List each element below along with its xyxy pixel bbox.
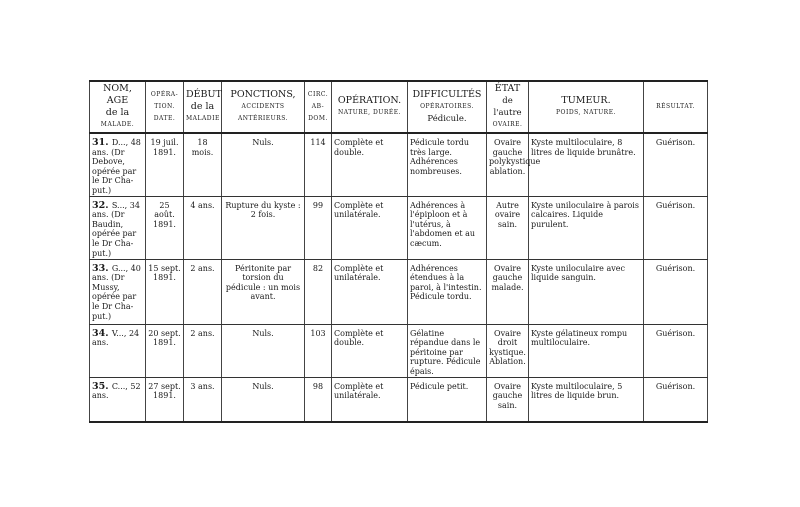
case-number: 33. — [92, 262, 112, 274]
cell-line: G..., 40 — [111, 263, 141, 273]
header-line: RÉSULTAT. — [656, 103, 695, 110]
header-line: NOM, AGE — [103, 83, 132, 106]
cell-line: Debove, — [92, 157, 125, 167]
cell-date — [146, 377, 184, 422]
cell-tumeur: Kyste multiloculaire, 5 litres de liquide brun. — [529, 377, 644, 422]
header-line: DATE. — [153, 115, 176, 122]
cell-ponctions: Nuls. — [222, 324, 305, 377]
header-line: NATURE, DURÉE. — [337, 109, 402, 116]
cell-tumeur: Kyste uniloculaire avec liquide sanguin. — [529, 259, 644, 324]
cell-ovaire: Ovaire gauche polykystique ablation. — [487, 133, 529, 196]
cell-nom — [90, 133, 146, 196]
cell-circ: 114 — [305, 133, 332, 196]
cell-line: 15 sept. — [148, 263, 181, 273]
cell-line: 1891. — [153, 391, 176, 401]
header-line: de l'autre — [493, 96, 522, 118]
header-line: POIDS, NATURE. — [556, 109, 616, 116]
header-line: TUMEUR. — [561, 95, 611, 106]
cell-debut: 2 ans. — [184, 259, 222, 324]
cell-line: put.) — [92, 185, 112, 195]
cell-nom — [90, 324, 146, 377]
cell-resultat: Guérison. — [644, 133, 708, 196]
cell-nom — [90, 196, 146, 259]
header-line: PONCTIONS, — [230, 89, 296, 100]
header-tumeur — [529, 81, 644, 133]
header-line: DIFFICULTÉS — [412, 89, 482, 100]
cell-ovaire: Ovaire gauche malade. — [487, 259, 529, 324]
cell-tumeur: Kyste multiloculaire, 8 litres de liquide brunâtre. — [529, 133, 644, 196]
cell-difficultes: Adhérences à l'épiploon et à l'utérus, à l'abdomen et au cæcum. — [408, 196, 487, 259]
header-line: OPÉRATION. — [337, 95, 402, 106]
cell-line: 27 sept. — [148, 381, 181, 391]
header-date — [146, 81, 184, 133]
header-line: OPÉRA- — [150, 91, 179, 98]
cell-date — [146, 133, 184, 196]
cell-resultat: Guérison. — [644, 259, 708, 324]
header-line: Pédicule. — [427, 114, 467, 124]
cell-tumeur: Kyste gélatineux rompu multiloculaire. — [529, 324, 644, 377]
table-row — [90, 324, 708, 377]
cell-circ: 98 — [305, 377, 332, 422]
cell-difficultes: Gélatine répandue dans le péritoine par rupture. Pédicule épais. — [408, 324, 487, 377]
cell-line: ans. (Dr — [92, 147, 125, 157]
table-row — [90, 133, 708, 196]
case-number: 35. — [92, 380, 112, 392]
cell-ponctions: Nuls. — [222, 133, 305, 196]
table-row — [90, 259, 708, 324]
cell-circ: 103 — [305, 324, 332, 377]
cell-line: put.) — [92, 248, 112, 258]
table-row — [90, 377, 708, 422]
header-line: OPÉRATOIRES. — [420, 103, 474, 110]
header-line: ACCIDENTS — [241, 103, 285, 110]
header-line: de la — [105, 107, 130, 118]
case-table — [89, 80, 708, 423]
cell-ovaire: Ovaire droit kystique. Ablation. — [487, 324, 529, 377]
cell-line: 1891. — [153, 219, 176, 229]
header-resultat — [644, 81, 708, 133]
cell-resultat: Guérison. — [644, 324, 708, 377]
header-line: AB- — [311, 103, 325, 110]
cell-operation: Complète et unilatérale. — [332, 377, 408, 422]
header-difficultes — [408, 81, 487, 133]
cell-date — [146, 324, 184, 377]
cell-debut: 4 ans. — [184, 196, 222, 259]
cell-line: opérée par — [92, 166, 137, 176]
header-line: ANTÉRIEURS. — [237, 115, 289, 122]
cell-line: le Dr Cha- — [92, 301, 134, 311]
cell-debut: 18 mois. — [184, 133, 222, 196]
header-line: CIRC. — [307, 91, 329, 98]
cell-line: V..., 24 — [111, 328, 140, 338]
cell-line: ans. — [92, 338, 109, 348]
cell-difficultes: Pédicule tordu très large. Adhérences nombreuses. — [408, 133, 487, 196]
cell-difficultes: Adhérences étendues à la paroi, à l'intestin. Pédicule tordu. — [408, 259, 487, 324]
cell-line: ans. (Dr — [92, 273, 125, 283]
cell-line: C..., 52 — [111, 381, 141, 391]
cell-line: put.) — [92, 311, 112, 321]
header-line: MALADIE — [186, 115, 220, 122]
cell-ovaire: Autre ovaire sain. — [487, 196, 529, 259]
header-line: DOM. — [308, 115, 328, 122]
header-line: de la — [190, 101, 215, 112]
cell-date — [146, 259, 184, 324]
cell-line: ans. — [92, 391, 109, 401]
header-nom — [90, 81, 146, 133]
cell-operation: Complète et unilatérale. — [332, 196, 408, 259]
cell-resultat: Guérison. — [644, 377, 708, 422]
cell-nom — [90, 259, 146, 324]
cell-tumeur: Kyste uniloculaire à parois calcaires. Liquide purulent. — [529, 196, 644, 259]
cell-ponctions: Péritonite par torsion du pédicule : un mois avant. — [222, 259, 305, 324]
cell-ovaire: Ovaire gauche sain. — [487, 377, 529, 422]
cell-debut: 2 ans. — [184, 324, 222, 377]
cell-line: le Dr Cha- — [92, 238, 134, 248]
cell-line: 1891. — [153, 273, 176, 283]
header-line: DÉBUT — [186, 89, 222, 100]
cell-line: 25 août. — [154, 200, 175, 220]
header-operation — [332, 81, 408, 133]
cell-line: ans. (Dr — [92, 210, 125, 220]
table-row — [90, 196, 708, 259]
cell-line: Mussy, — [92, 282, 120, 292]
cell-debut: 3 ans. — [184, 377, 222, 422]
header-line: OVAIRE. — [492, 121, 523, 128]
cell-nom — [90, 377, 146, 422]
cell-line: 20 sept. — [148, 328, 181, 338]
header-line: MALADE. — [100, 121, 135, 128]
cell-circ: 99 — [305, 196, 332, 259]
cell-date — [146, 196, 184, 259]
cell-ponctions: Rupture du kyste : 2 fois. — [222, 196, 305, 259]
cell-line: le Dr Cha- — [92, 176, 134, 186]
case-number: 34. — [92, 327, 112, 339]
cell-line: S..., 34 — [111, 200, 140, 210]
header-circ — [305, 81, 332, 133]
header-row — [90, 81, 708, 133]
header-ovaire — [487, 81, 529, 133]
cell-line: D..., 48 — [111, 138, 141, 147]
cell-line: opérée par — [92, 229, 137, 239]
cell-resultat: Guérison. — [644, 196, 708, 259]
cell-line: opérée par — [92, 292, 137, 302]
cell-difficultes: Pédicule petit. — [408, 377, 487, 422]
cell-line: 1891. — [153, 147, 176, 157]
case-number: 31. — [92, 137, 112, 148]
cell-line: Baudin, — [92, 219, 124, 229]
cell-line: 1891. — [153, 338, 176, 348]
cell-ponctions: Nuls. — [222, 377, 305, 422]
cell-operation: Complète et double. — [332, 324, 408, 377]
cell-line: 19 juil. — [150, 138, 179, 147]
header-line: ÉTAT — [494, 83, 521, 94]
header-debut — [184, 81, 222, 133]
case-number: 32. — [92, 199, 112, 211]
cell-operation: Complète et unilatérale. — [332, 259, 408, 324]
header-line: TION. — [154, 103, 175, 110]
cell-circ: 82 — [305, 259, 332, 324]
cell-operation: Complète et double. — [332, 133, 408, 196]
header-ponctions — [222, 81, 305, 133]
